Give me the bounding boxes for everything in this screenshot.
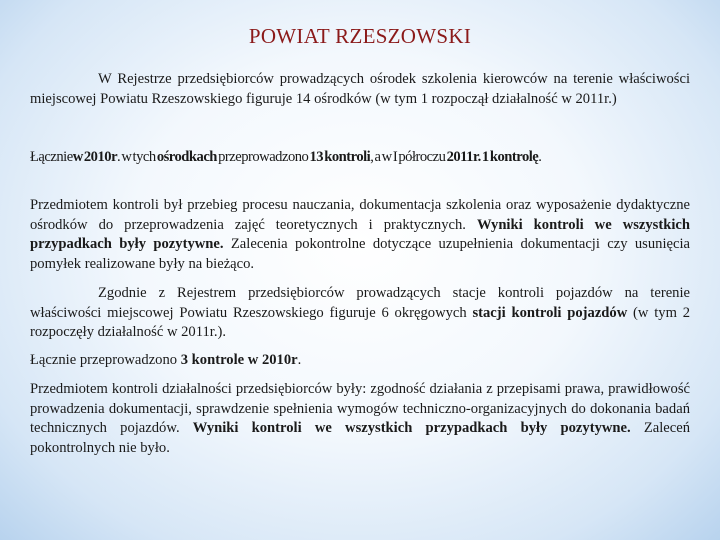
bold-segment: stacji kontroli pojazdów [472, 304, 628, 321]
text-segment: Zalecenia pokontrolne dotyczące uzupełnienia dokumentacji czy usunięcia pomyłek realizowane były na bieżąco. [30, 236, 690, 272]
text-segment: przeprowadzono [216, 149, 310, 165]
slide-title: POWIAT RZESZOWSKI [248, 24, 472, 48]
bold-segment: 13 kontroli [309, 149, 371, 165]
text-segment: Przedmiotem kontroli działalności przedsiębiorców były: zgodność działania z przepisami prawa, prawidłowość prowadzenia dokumentacji, sprawdzenie spełnienia wymogów techniczno-organizacyjnych do dokonania badań technicznych pojazdów. [30, 381, 690, 436]
paragraph-skp-inspection-scope [30, 380, 690, 458]
paragraph-skp-inspections-count [30, 351, 690, 371]
text-segment: Zgodnie z Rejestrem przedsiębiorców prowadzących stacje kontroli pojazdów na terenie właściwości miejscowej Powiatu Rzeszowskiego figuruje 6 okręgowych [30, 285, 690, 321]
bold-segment: Wyniki kontroli we wszystkich przypadkach były pozytywne. [30, 216, 690, 252]
text-segment: . w tych [117, 149, 157, 165]
text-segment: . [538, 149, 542, 165]
paragraph-skp-register [30, 284, 690, 343]
text-segment: Zaleceń pokontrolnych nie było. [30, 420, 691, 456]
bold-segment: w 2010r [72, 149, 118, 165]
paragraph-osk-inspections-count [30, 148, 690, 168]
bold-segment: ośrodkach [156, 149, 217, 165]
bold-segment: 2011r. 1 kontrolę [446, 149, 539, 165]
paragraph-osk-inspection-scope [30, 196, 690, 274]
text-segment: , a w I półroczu [370, 149, 447, 165]
text-segment: Łącznie przeprowadzono [30, 352, 181, 368]
bold-segment: 3 kontrole w 2010r [180, 352, 298, 368]
bold-segment: Wyniki kontroli we wszystkich przypadkach były pozytywne. [192, 420, 631, 436]
text-segment: (w tym 2 rozpoczęły działalność w 2011r.). [30, 304, 690, 340]
text-segment: Łącznie [30, 149, 73, 165]
text-segment: . [297, 352, 302, 368]
text-segment: Przedmiotem kontroli był przebieg procesu nauczania, dokumentacja szkolenia oraz wyposażenie dydaktyczne ośrodków do przeprowadzenia zajęć teoretycznych i praktycznych. [30, 197, 690, 233]
paragraph-osk-register: W Rejestrze przedsiębiorców prowadzących ośrodek szkolenia kierowców na terenie właściwości miejscowej Powiatu Rzeszowskiego figuruje 14 ośrodków (w tym 1 rozpoczął działalność w 2011r.) [30, 71, 690, 107]
